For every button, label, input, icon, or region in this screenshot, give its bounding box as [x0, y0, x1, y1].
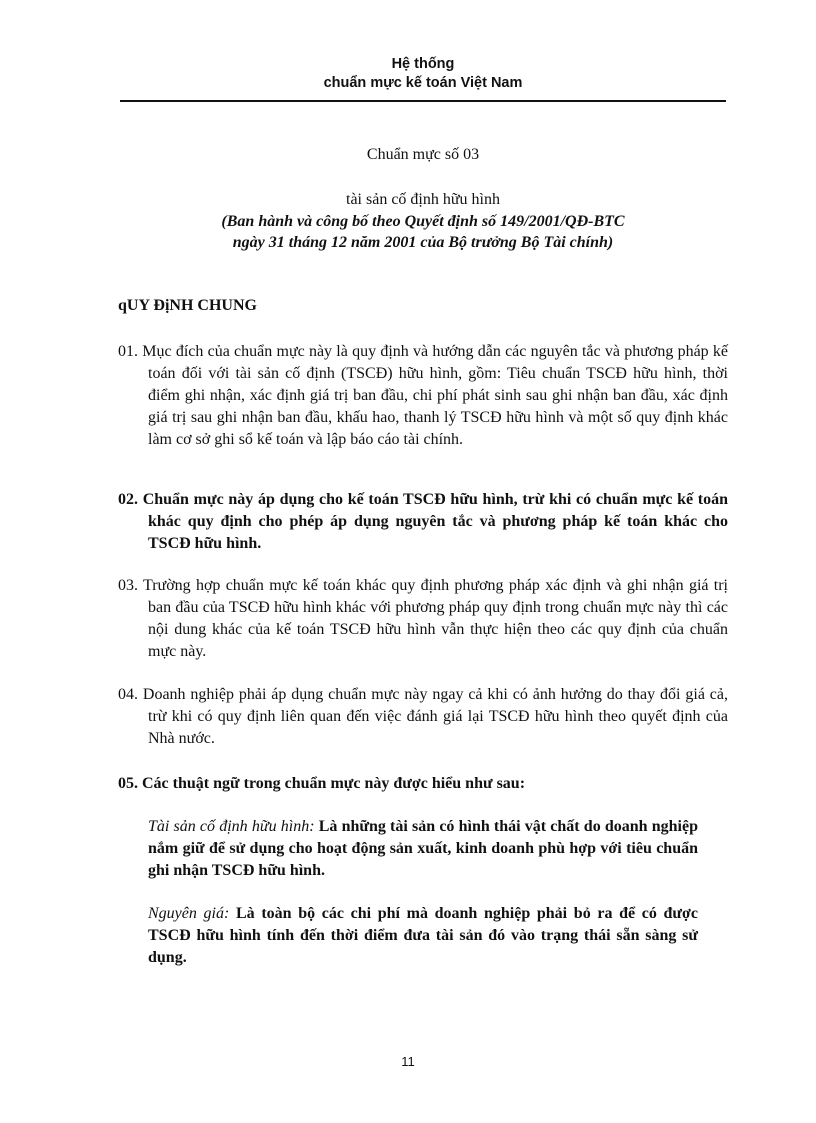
paragraph-number: 01.: [118, 343, 138, 360]
paragraph-02: [118, 489, 728, 555]
paragraph-number: 04.: [118, 686, 138, 703]
decree-line-1: (Ban hành và công bố theo Quyết định số 149/2001/QĐ-BTC: [221, 212, 625, 230]
paragraph-text: Các thuật ngữ trong chuẩn mực này được hiểu như sau:: [142, 775, 526, 792]
paragraph-01: [118, 341, 728, 451]
header-line-1: Hệ thống: [391, 56, 455, 72]
paragraph-03: [118, 575, 728, 663]
header-divider: [120, 100, 726, 102]
paragraph-text: Doanh nghiệp phải áp dụng chuẩn mực này ngay cả khi có ảnh hưởng do thay đổi giá cả, trừ khi có quy định liên quan đến việc đánh giá lại TSCĐ hữu hình theo quyết định của Nhà nước.: [142, 686, 729, 747]
paragraph-number: 03.: [118, 577, 138, 594]
paragraph-number: 02.: [118, 491, 138, 508]
header-line-2: chuẩn mực kế toán Việt Nam: [323, 75, 523, 91]
definition-text: Là toàn bộ các chi phí mà doanh nghiệp phải bỏ ra để có được TSCĐ hữu hình tính đến thời điểm đưa tài sản đó vào trạng thái sẵn sàng sử dụng.: [148, 905, 698, 966]
definition-term: Nguyên giá:: [148, 905, 230, 922]
page-number: 11: [401, 1054, 415, 1069]
definition-text: Là những tài sản có hình thái vật chất do doanh nghiệp nắm giữ để sử dụng cho hoạt động sản xuất, kinh doanh phù hợp với tiêu chuẩn ghi nhận TSCĐ hữu hình.: [148, 818, 698, 879]
paragraph-text: Mục đích của chuẩn mực này là quy định và hướng dẫn các nguyên tắc và phương pháp kế toán đối với tài sản cố định (TSCĐ) hữu hình, gồm: Tiêu chuẩn TSCĐ hữu hình, thời điểm ghi nhận, xác định giá trị ban đầu, chi phí phát sinh sau ghi nhận ban đầu, xác định giá trị sau ghi nhận ban đầu, khấu hao, thanh lý TSCĐ hữu hình và một số quy định khác làm cơ sở ghi sổ kế toán và lập báo cáo tài chính.: [142, 343, 729, 448]
running-header: [120, 55, 726, 93]
definition-term: Tài sản cố định hữu hình:: [148, 818, 315, 835]
standard-title-block: [120, 189, 726, 254]
definition-tscd-huu-hinh: [148, 816, 698, 882]
decree-line-2: ngày 31 tháng 12 năm 2001 của Bộ trưởng Bộ Tài chính): [232, 234, 614, 251]
section-heading: qUY ĐịNH CHUNG: [118, 297, 257, 314]
paragraph-text: Chuẩn mực này áp dụng cho kế toán TSCĐ hữu hình, trừ khi có chuẩn mực kế toán khác quy định cho phép áp dụng nguyên tắc và phương pháp kế toán khác cho TSCĐ hữu hình.: [142, 491, 729, 552]
paragraph-number: 05.: [118, 775, 138, 792]
standard-number: Chuẩn mực số 03: [366, 146, 480, 163]
paragraph-text: Trường hợp chuẩn mực kế toán khác quy định phương pháp xác định và ghi nhận giá trị ban đầu của TSCĐ hữu hình khác với phương pháp quy định trong chuẩn mực này thì các nội dung khác của kế toán TSCĐ hữu hình vẫn thực hiện theo các quy định của chuẩn mực này.: [143, 577, 728, 660]
standard-title: tài sản cố định hữu hình: [346, 191, 500, 208]
paragraph-04: [118, 684, 728, 750]
definition-nguyen-gia: [148, 903, 698, 969]
paragraph-05: [118, 773, 728, 795]
